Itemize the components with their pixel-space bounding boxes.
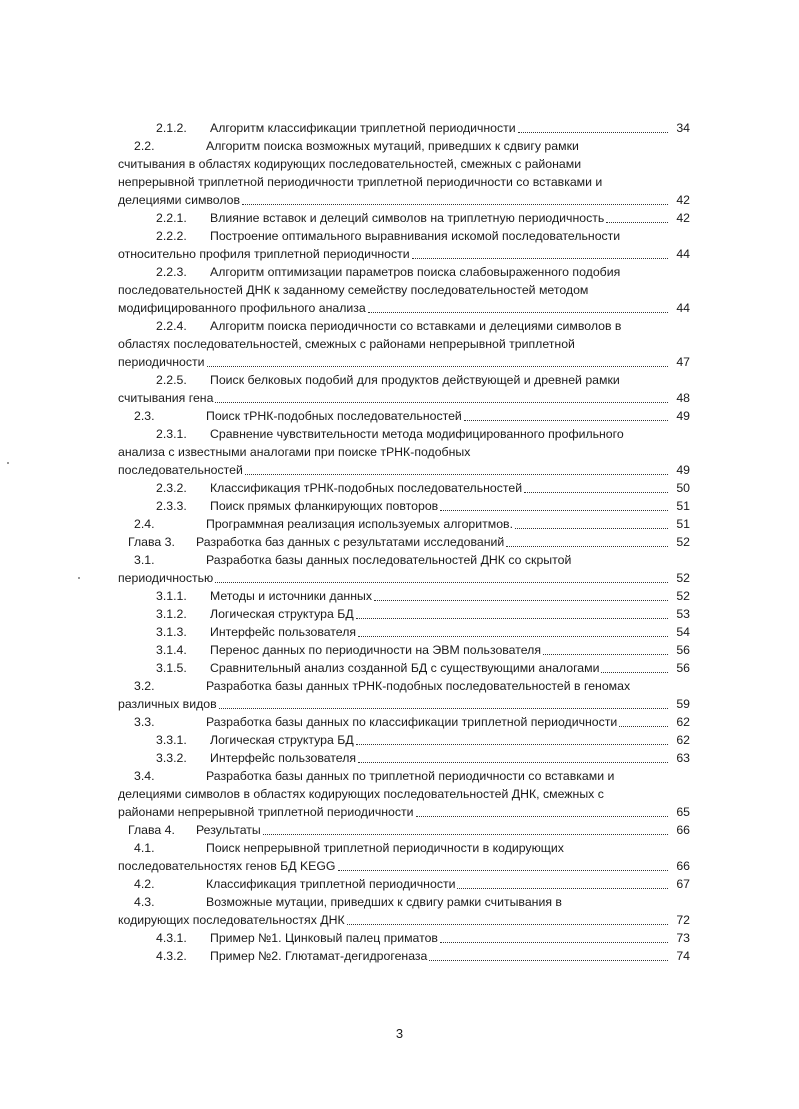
toc-entry-title-line: относительно профиля триплетной периодичности bbox=[118, 247, 410, 261]
dot-leader bbox=[374, 600, 668, 601]
toc-entry-title-line: Алгоритм поиска возможных мутаций, приведших к сдвигу рамки bbox=[206, 139, 579, 153]
toc-entry-title-line: Разработка базы данных тРНК-подобных последовательностей в геномах bbox=[206, 679, 631, 693]
toc-entry-number: 3.3.2. bbox=[156, 751, 187, 765]
toc-entry-page: 52 bbox=[676, 535, 690, 549]
toc-entry-page: 50 bbox=[676, 481, 690, 495]
dot-leader bbox=[263, 834, 668, 835]
toc-entry-number: 4.3.1. bbox=[156, 931, 187, 945]
toc-entry-title-line: делециями символов в областях кодирующих последовательностей ДНК, смежных с bbox=[118, 787, 604, 801]
toc-entry[interactable] bbox=[118, 605, 690, 623]
toc-entry-number: Глава 3. bbox=[128, 535, 175, 549]
page-number: 3 bbox=[395, 1026, 404, 1041]
toc-entry-title: Поиск прямых фланкирующих повторов bbox=[210, 499, 439, 513]
toc-entry-page: 62 bbox=[676, 733, 690, 747]
toc-entry[interactable] bbox=[118, 515, 690, 533]
scan-speck bbox=[78, 577, 80, 579]
toc-entry[interactable] bbox=[118, 227, 690, 263]
toc-entry[interactable] bbox=[118, 641, 690, 659]
toc-entry-page: 48 bbox=[676, 391, 690, 405]
toc-entry[interactable] bbox=[118, 947, 690, 965]
toc-entry[interactable] bbox=[118, 821, 690, 839]
toc-entry[interactable] bbox=[118, 767, 690, 821]
toc-entry-number: 3.3.1. bbox=[156, 733, 187, 747]
toc-entry-page: 44 bbox=[676, 247, 690, 261]
toc-entry-page: 34 bbox=[676, 121, 690, 135]
toc-entry-title-line: Сравнение чувствительности метода модифицированного профильного bbox=[210, 427, 624, 441]
toc-entry[interactable] bbox=[118, 263, 690, 317]
dot-leader bbox=[338, 870, 669, 871]
toc-entry-title: Перенос данных по периодичности на ЭВМ пользователя bbox=[210, 643, 542, 657]
toc-entry-number: 4.3. bbox=[134, 895, 155, 909]
toc-entry-title-line: последовательностей bbox=[118, 463, 243, 477]
toc-entry[interactable] bbox=[118, 497, 690, 515]
toc-entry-title: Интерфейс пользователя bbox=[210, 625, 357, 639]
dot-leader bbox=[440, 942, 668, 943]
dot-leader bbox=[518, 132, 668, 133]
toc-entry-title-line: последовательностях генов БД KEGG bbox=[118, 859, 336, 873]
toc-entry[interactable] bbox=[118, 659, 690, 677]
toc-entry[interactable] bbox=[118, 371, 690, 407]
toc-entry-title: Интерфейс пользователя bbox=[210, 751, 357, 765]
toc-entry-page: 56 bbox=[676, 643, 690, 657]
toc-entry-title: Пример №1. Цинковый палец приматов bbox=[210, 931, 438, 945]
toc-entry[interactable] bbox=[118, 875, 690, 893]
dot-leader bbox=[506, 546, 668, 547]
toc-entry-number: 2.3.1. bbox=[156, 427, 187, 441]
toc-entry[interactable] bbox=[118, 929, 690, 947]
toc-entry-page: 65 bbox=[676, 805, 690, 819]
toc-entry-page: 44 bbox=[676, 301, 690, 315]
toc-entry-title: Результаты bbox=[196, 823, 261, 837]
dot-leader bbox=[207, 366, 668, 367]
toc-entry-number: 2.2. bbox=[134, 139, 155, 153]
toc-entry-number: 2.1.2. bbox=[156, 121, 187, 135]
toc-entry-title-line: последовательностей ДНК к заданному семейству последовательностей методом bbox=[118, 283, 589, 297]
toc-entry-title: Влияние вставок и делеций символов на триплетную периодичность bbox=[210, 211, 605, 225]
toc-entry-number: 2.2.1. bbox=[156, 211, 187, 225]
toc-entry-title: Пример №2. Глютамат-дегидрогеназа bbox=[210, 949, 428, 963]
toc-entry-number: 4.1. bbox=[134, 841, 155, 855]
toc-entry-title: Поиск тРНК-подобных последовательностей bbox=[206, 409, 462, 423]
toc-entry-page: 49 bbox=[676, 409, 690, 423]
toc-entry[interactable] bbox=[118, 749, 690, 767]
toc-entry-title-line: Построение оптимального выравнивания искомой последовательности bbox=[210, 229, 621, 243]
toc-entry[interactable] bbox=[118, 623, 690, 641]
dot-leader bbox=[416, 816, 668, 817]
dot-leader bbox=[457, 888, 668, 889]
dot-leader bbox=[606, 222, 668, 223]
dot-leader bbox=[347, 924, 668, 925]
dot-leader bbox=[215, 582, 668, 583]
dot-leader bbox=[368, 312, 668, 313]
toc-entry[interactable] bbox=[118, 533, 690, 551]
toc-entry-title-line: периодичностью bbox=[118, 571, 214, 585]
toc-entry-title: Сравнительный анализ созданной БД с существующими аналогами bbox=[210, 661, 600, 675]
dot-leader bbox=[358, 762, 668, 763]
toc-entry-title-line: Поиск непрерывной триплетной периодичности в кодирующих bbox=[206, 841, 564, 855]
scan-speck bbox=[7, 462, 9, 464]
toc-entry-title: Алгоритм классификации триплетной периодичности bbox=[210, 121, 516, 135]
toc-entry-number: 4.2. bbox=[134, 877, 155, 891]
toc-entry-number: 2.3.3. bbox=[156, 499, 187, 513]
toc-entry[interactable] bbox=[118, 119, 690, 137]
toc-entry-title-line: Поиск белковых подобий для продуктов действующей и древней рамки bbox=[210, 373, 620, 387]
toc-entry[interactable] bbox=[118, 677, 690, 713]
toc-entry-page: 51 bbox=[676, 499, 690, 513]
dot-leader bbox=[429, 960, 668, 961]
toc-entry-number: 2.3. bbox=[134, 409, 155, 423]
toc-entry-title-line: модифицированного профильного анализа bbox=[118, 301, 366, 315]
toc-entry[interactable] bbox=[118, 317, 690, 371]
dot-leader bbox=[619, 726, 668, 727]
toc-entry-title-line: Разработка базы данных последовательностей ДНК со скрытой bbox=[206, 553, 572, 567]
toc-entry[interactable] bbox=[118, 479, 690, 497]
toc-entry-number: 3.1.3. bbox=[156, 625, 187, 639]
toc-entry-title: Программная реализация используемых алгоритмов. bbox=[206, 517, 514, 531]
dot-leader bbox=[440, 510, 668, 511]
toc-entry-number: 2.3.2. bbox=[156, 481, 187, 495]
toc-entry-title-line: делециями символов bbox=[118, 193, 241, 207]
toc-entry-page: 66 bbox=[676, 823, 690, 837]
toc-entry[interactable] bbox=[118, 209, 690, 227]
toc-entry-page: 73 bbox=[676, 931, 690, 945]
dot-leader bbox=[219, 708, 668, 709]
toc-entry-number: 3.4. bbox=[134, 769, 155, 783]
toc-entry-title: Логическая структура БД bbox=[210, 733, 354, 747]
toc-entry-number: 2.4. bbox=[134, 517, 155, 531]
dot-leader bbox=[601, 672, 668, 673]
toc-entry-number: 3.1.2. bbox=[156, 607, 187, 621]
dot-leader bbox=[543, 654, 668, 655]
toc-entry-page: 47 bbox=[676, 355, 690, 369]
toc-entry-page: 53 bbox=[676, 607, 690, 621]
toc-entry-page: 59 bbox=[676, 697, 690, 711]
toc-entry-number: 2.2.4. bbox=[156, 319, 187, 333]
toc-entry-title-line: кодирующих последовательностях ДНК bbox=[118, 913, 345, 927]
dot-leader bbox=[242, 204, 668, 205]
dot-leader bbox=[515, 528, 668, 529]
toc-entry[interactable] bbox=[118, 839, 690, 875]
toc-entry-page: 72 bbox=[676, 913, 690, 927]
toc-entry-number: Глава 4. bbox=[128, 823, 175, 837]
toc-entry-page: 63 bbox=[676, 751, 690, 765]
toc-entry-title: Логическая структура БД bbox=[210, 607, 354, 621]
toc-entry[interactable] bbox=[118, 731, 690, 749]
toc-entry-page: 52 bbox=[676, 589, 690, 603]
toc-entry-page: 67 bbox=[676, 877, 690, 891]
toc-entry-title-line: Разработка базы данных по триплетной периодичности со вставками и bbox=[206, 769, 615, 783]
toc-entry-title: Методы и источники данных bbox=[210, 589, 372, 603]
dot-leader bbox=[356, 744, 668, 745]
toc-entry-page: 42 bbox=[676, 193, 690, 207]
dot-leader bbox=[215, 402, 668, 403]
toc-entry-page: 52 bbox=[676, 571, 690, 585]
toc-entry[interactable] bbox=[118, 407, 690, 425]
toc-entry-page: 42 bbox=[676, 211, 690, 225]
toc-entry[interactable] bbox=[118, 587, 690, 605]
toc-entry-title: Классификация тРНК-подобных последовательностей bbox=[210, 481, 523, 495]
toc-entry[interactable] bbox=[118, 425, 690, 479]
dot-leader bbox=[245, 474, 668, 475]
toc-entry-number: 3.1.4. bbox=[156, 643, 187, 657]
toc-entry-title-line: районами непрерывной триплетной периодичности bbox=[118, 805, 414, 819]
toc-entry-page: 51 bbox=[676, 517, 690, 531]
toc-entry-number: 2.2.5. bbox=[156, 373, 187, 387]
toc-entry-title-line: Алгоритм оптимизации параметров поиска слабовыраженного подобия bbox=[210, 265, 621, 279]
toc-entry-page: 49 bbox=[676, 463, 690, 477]
toc-entry-number: 3.2. bbox=[134, 679, 155, 693]
toc-entry-title-line: считывания в областях кодирующих последовательностей, смежных с районами bbox=[118, 157, 582, 171]
toc-entry[interactable] bbox=[118, 893, 690, 929]
toc-entry-title-line: Алгоритм поиска периодичности со вставками и делециями символов в bbox=[210, 319, 622, 333]
toc-entry-number: 3.1.5. bbox=[156, 661, 187, 675]
dot-leader bbox=[356, 618, 668, 619]
toc-entry-page: 54 bbox=[676, 625, 690, 639]
toc-entry-title-line: периодичности bbox=[118, 355, 205, 369]
toc-entry-number: 4.3.2. bbox=[156, 949, 187, 963]
toc-entry-title: Разработка базы данных по классификации триплетной периодичности bbox=[206, 715, 618, 729]
toc-entry-page: 62 bbox=[676, 715, 690, 729]
dot-leader bbox=[524, 492, 668, 493]
toc-entry-title-line: областях последовательностей, смежных с районами непрерывной триплетной bbox=[118, 337, 575, 351]
toc-entry-page: 66 bbox=[676, 859, 690, 873]
toc-entry-title-line: различных видов bbox=[118, 697, 217, 711]
toc-entry-page: 74 bbox=[676, 949, 690, 963]
toc-entry-title-line: считывания гена bbox=[118, 391, 214, 405]
table-of-contents bbox=[118, 119, 690, 965]
dot-leader bbox=[412, 258, 668, 259]
toc-entry-title: Классификация триплетной периодичности bbox=[206, 877, 456, 891]
toc-entry-number: 2.2.2. bbox=[156, 229, 187, 243]
toc-entry[interactable] bbox=[118, 137, 690, 209]
toc-entry[interactable] bbox=[118, 713, 690, 731]
toc-entry-page: 56 bbox=[676, 661, 690, 675]
toc-entry-number: 3.1. bbox=[134, 553, 155, 567]
toc-entry-title-line: непрерывной триплетной периодичности триплетной периодичности со вставками и bbox=[118, 175, 603, 189]
toc-entry-title-line: анализа с известными аналогами при поиске тРНК-подобных bbox=[118, 445, 471, 459]
toc-entry-title-line: Возможные мутации, приведших к сдвигу рамки считывания в bbox=[206, 895, 562, 909]
toc-entry-number: 3.1.1. bbox=[156, 589, 187, 603]
toc-entry-number: 3.3. bbox=[134, 715, 155, 729]
dot-leader bbox=[358, 636, 668, 637]
dot-leader bbox=[464, 420, 668, 421]
toc-entry-title: Разработка баз данных с результатами исследований bbox=[196, 535, 505, 549]
toc-entry[interactable] bbox=[118, 551, 690, 587]
toc-entry-number: 2.2.3. bbox=[156, 265, 187, 279]
